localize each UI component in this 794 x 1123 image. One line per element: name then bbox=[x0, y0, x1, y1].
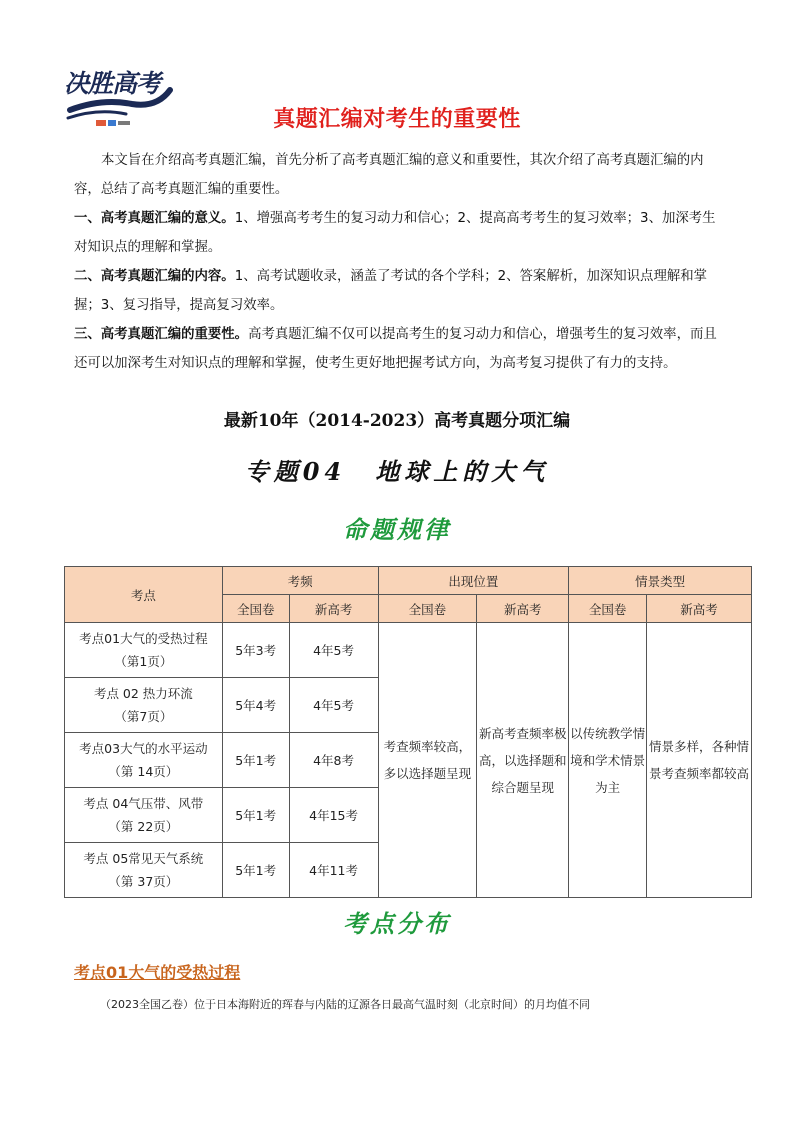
header-frequency-new: 新高考 bbox=[289, 595, 378, 623]
topic-page: （第7页） bbox=[114, 709, 173, 724]
header-context-new: 新高考 bbox=[647, 595, 752, 623]
table-header-row bbox=[65, 567, 752, 595]
freq-new: 4年5考 bbox=[289, 623, 378, 678]
freq-national: 5年3考 bbox=[222, 623, 289, 678]
topic-name: 考点 05常见天气系统 bbox=[83, 851, 204, 866]
header-topic: 考点 bbox=[65, 567, 223, 623]
knowledge-point-link[interactable]: 考点01大气的受热过程 bbox=[74, 963, 241, 982]
header-position-new: 新高考 bbox=[477, 595, 569, 623]
topic-name: 考点 02 热力环流 bbox=[93, 686, 193, 701]
table-row bbox=[65, 623, 752, 678]
section-heading-distribution: 考点分布 bbox=[343, 910, 451, 938]
intro-item-1-text: 1、增强高考考生的复习动力和信心；2、提高高考考生的复习效率；3、加深考生对知识点的理解和掌握。 bbox=[74, 211, 716, 255]
freq-new: 4年15考 bbox=[289, 788, 378, 843]
topic-page: （第 14页） bbox=[108, 764, 179, 779]
context-national: 以传统教学情境和学术情景为主 bbox=[569, 623, 647, 898]
section-heading-patterns: 命题规律 bbox=[343, 516, 451, 544]
topic-name: 考点01大气的受热过程 bbox=[79, 631, 208, 646]
intro-paragraph: 本文旨在介绍高考真题汇编，首先分析了高考真题汇编的意义和重要性，其次介绍了高考真题汇编的内容，总结了高考真题汇编的重要性。 bbox=[74, 153, 704, 197]
position-national: 考查频率较高，多以选择题呈现 bbox=[378, 623, 477, 898]
intro-item-1-lead: 一、高考真题汇编的意义。 bbox=[74, 211, 235, 226]
header-frequency-national: 全国卷 bbox=[222, 595, 289, 623]
topic-cell bbox=[65, 623, 223, 678]
compilation-subtitle: 最新10年（2014-2023）高考真题分项汇编 bbox=[223, 411, 571, 431]
header-context-national: 全国卷 bbox=[569, 595, 647, 623]
freq-national: 5年4考 bbox=[222, 678, 289, 733]
freq-new: 4年5考 bbox=[289, 678, 378, 733]
freq-new: 4年11考 bbox=[289, 843, 378, 898]
freq-new: 4年8考 bbox=[289, 733, 378, 788]
intro-item-3-lead: 三、高考真题汇编的重要性。 bbox=[74, 327, 249, 342]
topic-cell bbox=[65, 788, 223, 843]
intro-item-2 bbox=[74, 262, 726, 320]
intro-item-3 bbox=[74, 320, 726, 378]
header-position-national: 全国卷 bbox=[378, 595, 477, 623]
exam-pattern-table bbox=[64, 566, 752, 898]
intro-section bbox=[74, 146, 726, 378]
topic-page: （第1页） bbox=[114, 654, 173, 669]
freq-national: 5年1考 bbox=[222, 788, 289, 843]
logo-text: 决胜高考 bbox=[64, 69, 161, 98]
topic-cell bbox=[65, 733, 223, 788]
topic-name: 考点 04气压带、风带 bbox=[83, 796, 204, 811]
document-title: 真题汇编对考生的重要性 bbox=[273, 107, 521, 132]
context-new: 情景多样，各种情景考查频率都较高 bbox=[647, 623, 752, 898]
topic-cell bbox=[65, 843, 223, 898]
intro-item-2-lead: 二、高考真题汇编的内容。 bbox=[74, 269, 235, 284]
topic-cell bbox=[65, 678, 223, 733]
intro-item-2-text: 1、高考试题收录，涵盖了考试的各个学科；2、答案解析，加深知识点理解和掌握；3、复习指导，提高复习效率。 bbox=[74, 269, 708, 313]
topic-title: 专题04 地球上的大气 bbox=[244, 457, 550, 486]
header-context: 情景类型 bbox=[569, 567, 752, 595]
question-text: （2023全国乙卷）位于日本海附近的珲春与内陆的辽源各日最高气温时刻（北京时间）的月均值不同 bbox=[100, 998, 590, 1011]
header-frequency: 考频 bbox=[222, 567, 378, 595]
topic-page: （第 22页） bbox=[108, 819, 179, 834]
topic-name: 考点03大气的水平运动 bbox=[79, 741, 208, 756]
topic-page: （第 37页） bbox=[108, 874, 179, 889]
intro-item-3-text: 高考真题汇编不仅可以提高考生的复习动力和信心，增强考生的复习效率，而且还可以加深考生对知识点的理解和掌握，使考生更好地把握考试方向，为高考复习提供了有力的支持。 bbox=[74, 327, 717, 371]
intro-item-1 bbox=[74, 204, 726, 262]
header-position: 出现位置 bbox=[378, 567, 569, 595]
freq-national: 5年1考 bbox=[222, 843, 289, 898]
freq-national: 5年1考 bbox=[222, 733, 289, 788]
position-new: 新高考查频率极高，以选择题和综合题呈现 bbox=[477, 623, 569, 898]
